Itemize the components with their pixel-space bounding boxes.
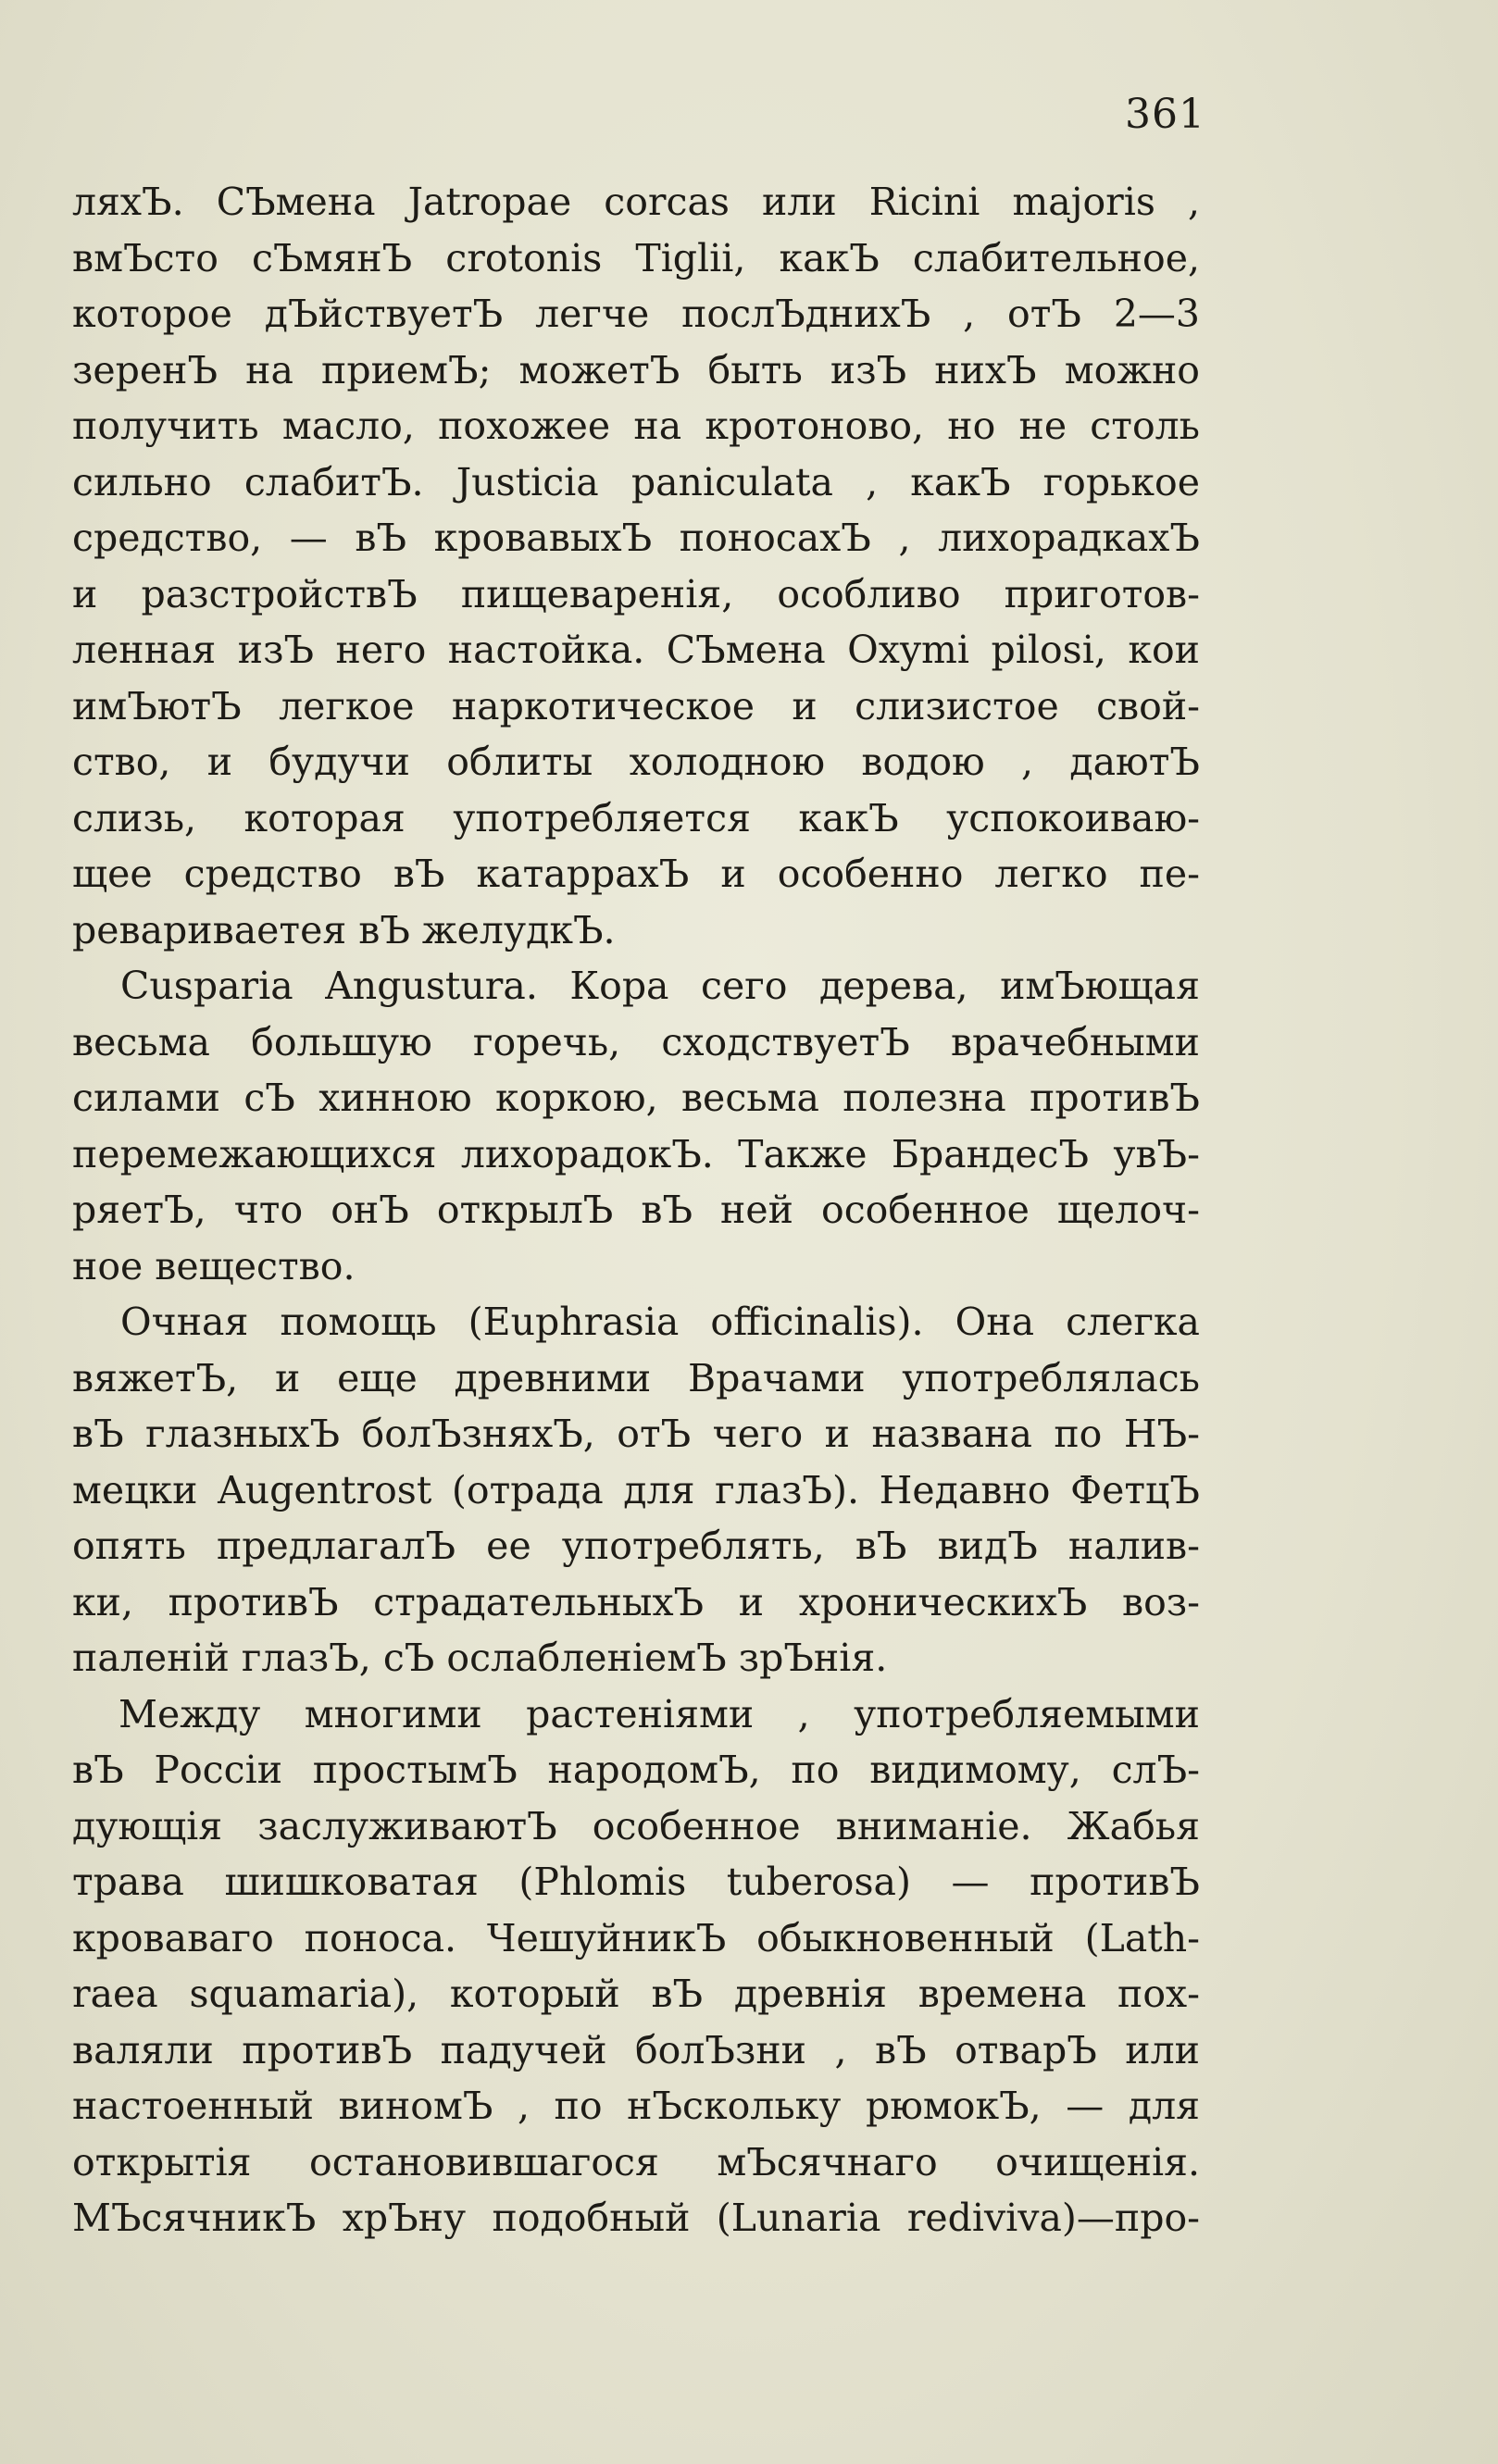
text-line: дующія заслуживаютЪ особенное вниманіе. Жабья (72, 1803, 1200, 1848)
text-line: вЪ Россіи простымЪ народомЪ, по видимому, слЪ- (72, 1748, 1200, 1792)
text-line: зеренЪ на приемЪ; можетЪ быть изЪ нихЪ можно (72, 347, 1200, 392)
text-line: получить масло, похожее на кротоново, но не столь (72, 404, 1200, 448)
text-line: паленій глазЪ, сЪ ослабленіемЪ зрЪнія. (72, 1636, 888, 1680)
text-line: Cusparia Angustura. Кора сего дерева, имЪющая (120, 964, 1200, 1008)
text-line: ляхЪ. СЪмена Jatropae corcas или Ricini majoris , (72, 180, 1200, 224)
text-line: которое дЪйствуетЪ легче послЪднихЪ , отЪ 2—3 (72, 292, 1200, 336)
text-line: вяжетЪ, и еще древними Врачами употреблялась (72, 1355, 1200, 1400)
page-number: 361 (1125, 91, 1205, 138)
text-line: валяли противЪ падучей болЪзни , вЪ отварЪ или (72, 2027, 1200, 2072)
text-line: сильно слабитЪ. Justicia paniculata , какЪ горькое (72, 459, 1200, 504)
text-line: трава шишковатая (Phlomis tuberosa) — противЪ (72, 1860, 1200, 1904)
text-line: ство, и будучи облиты холодною водою , даютЪ (72, 740, 1200, 784)
text-line: щее средство вЪ катаррахЪ и особенно легко пе- (72, 852, 1200, 896)
text-line: raea squamaria), который вЪ древнія времена пох- (72, 1972, 1200, 2016)
text-line: ревариваетея вЪ желудкЪ. (72, 907, 616, 952)
body-text (72, 174, 1200, 2246)
text-line: вмЪсто сЪмянЪ crotonis Tiglii, какЪ слабительное, (72, 235, 1200, 280)
text-line: силами сЪ хинною коркою, весьма полезна противЪ (72, 1076, 1200, 1120)
text-line: кроваваго поноса. ЧешуйникЪ обыкновенный (Lath- (72, 1915, 1200, 1960)
text-line: весьма большую горечь, сходствуетЪ врачебными (72, 1019, 1200, 1064)
text-line: опять предлагалЪ ее употреблять, вЪ видЪ налив- (72, 1524, 1200, 1568)
text-line: имЪютЪ легкое наркотическое и слизистое свой- (72, 683, 1200, 728)
text-line: МЪсячникЪ хрЪну подобный (Lunaria rediviva)—про- (72, 2196, 1200, 2240)
text-line: мецки Augentrost (отрада для глазЪ). Недавно ФетцЪ (72, 1467, 1200, 1512)
text-line: слизь, которая употребляется какЪ успокоиваю- (72, 795, 1200, 840)
text-line: ленная изЪ него настойка. СЪмена Oxymi pilosi, кои (72, 628, 1200, 672)
text-line: перемежающихся лихорадокЪ. Также БрандесЪ увЪ- (72, 1131, 1200, 1176)
text-line: средство, — вЪ кровавыхЪ поносахЪ , лихорадкахЪ (72, 516, 1200, 560)
text-line: Очная помощь (Euphrasia officinalis). Она слегка (120, 1300, 1200, 1344)
text-line: Между многими растеніями , употребляемыми (119, 1691, 1200, 1736)
text-line: и разстройствЪ пищеваренія, особливо приготов- (72, 571, 1200, 616)
text-line: ки, противЪ страдательныхЪ и хроническихЪ воз- (72, 1579, 1200, 1624)
text-line: вЪ глазныхЪ болЪзняхЪ, отЪ чего и названа по НЪ- (72, 1412, 1200, 1456)
text-line: ряетЪ, что онЪ открылЪ вЪ ней особенное щелоч- (72, 1188, 1200, 1232)
text-line: открытія остановившагося мЪсячнаго очищенія. (72, 2139, 1200, 2184)
text-line: настоенный виномЪ , по нЪскольку рюмокЪ, — для (72, 2084, 1200, 2128)
text-line: ное вещество. (72, 1243, 356, 1288)
